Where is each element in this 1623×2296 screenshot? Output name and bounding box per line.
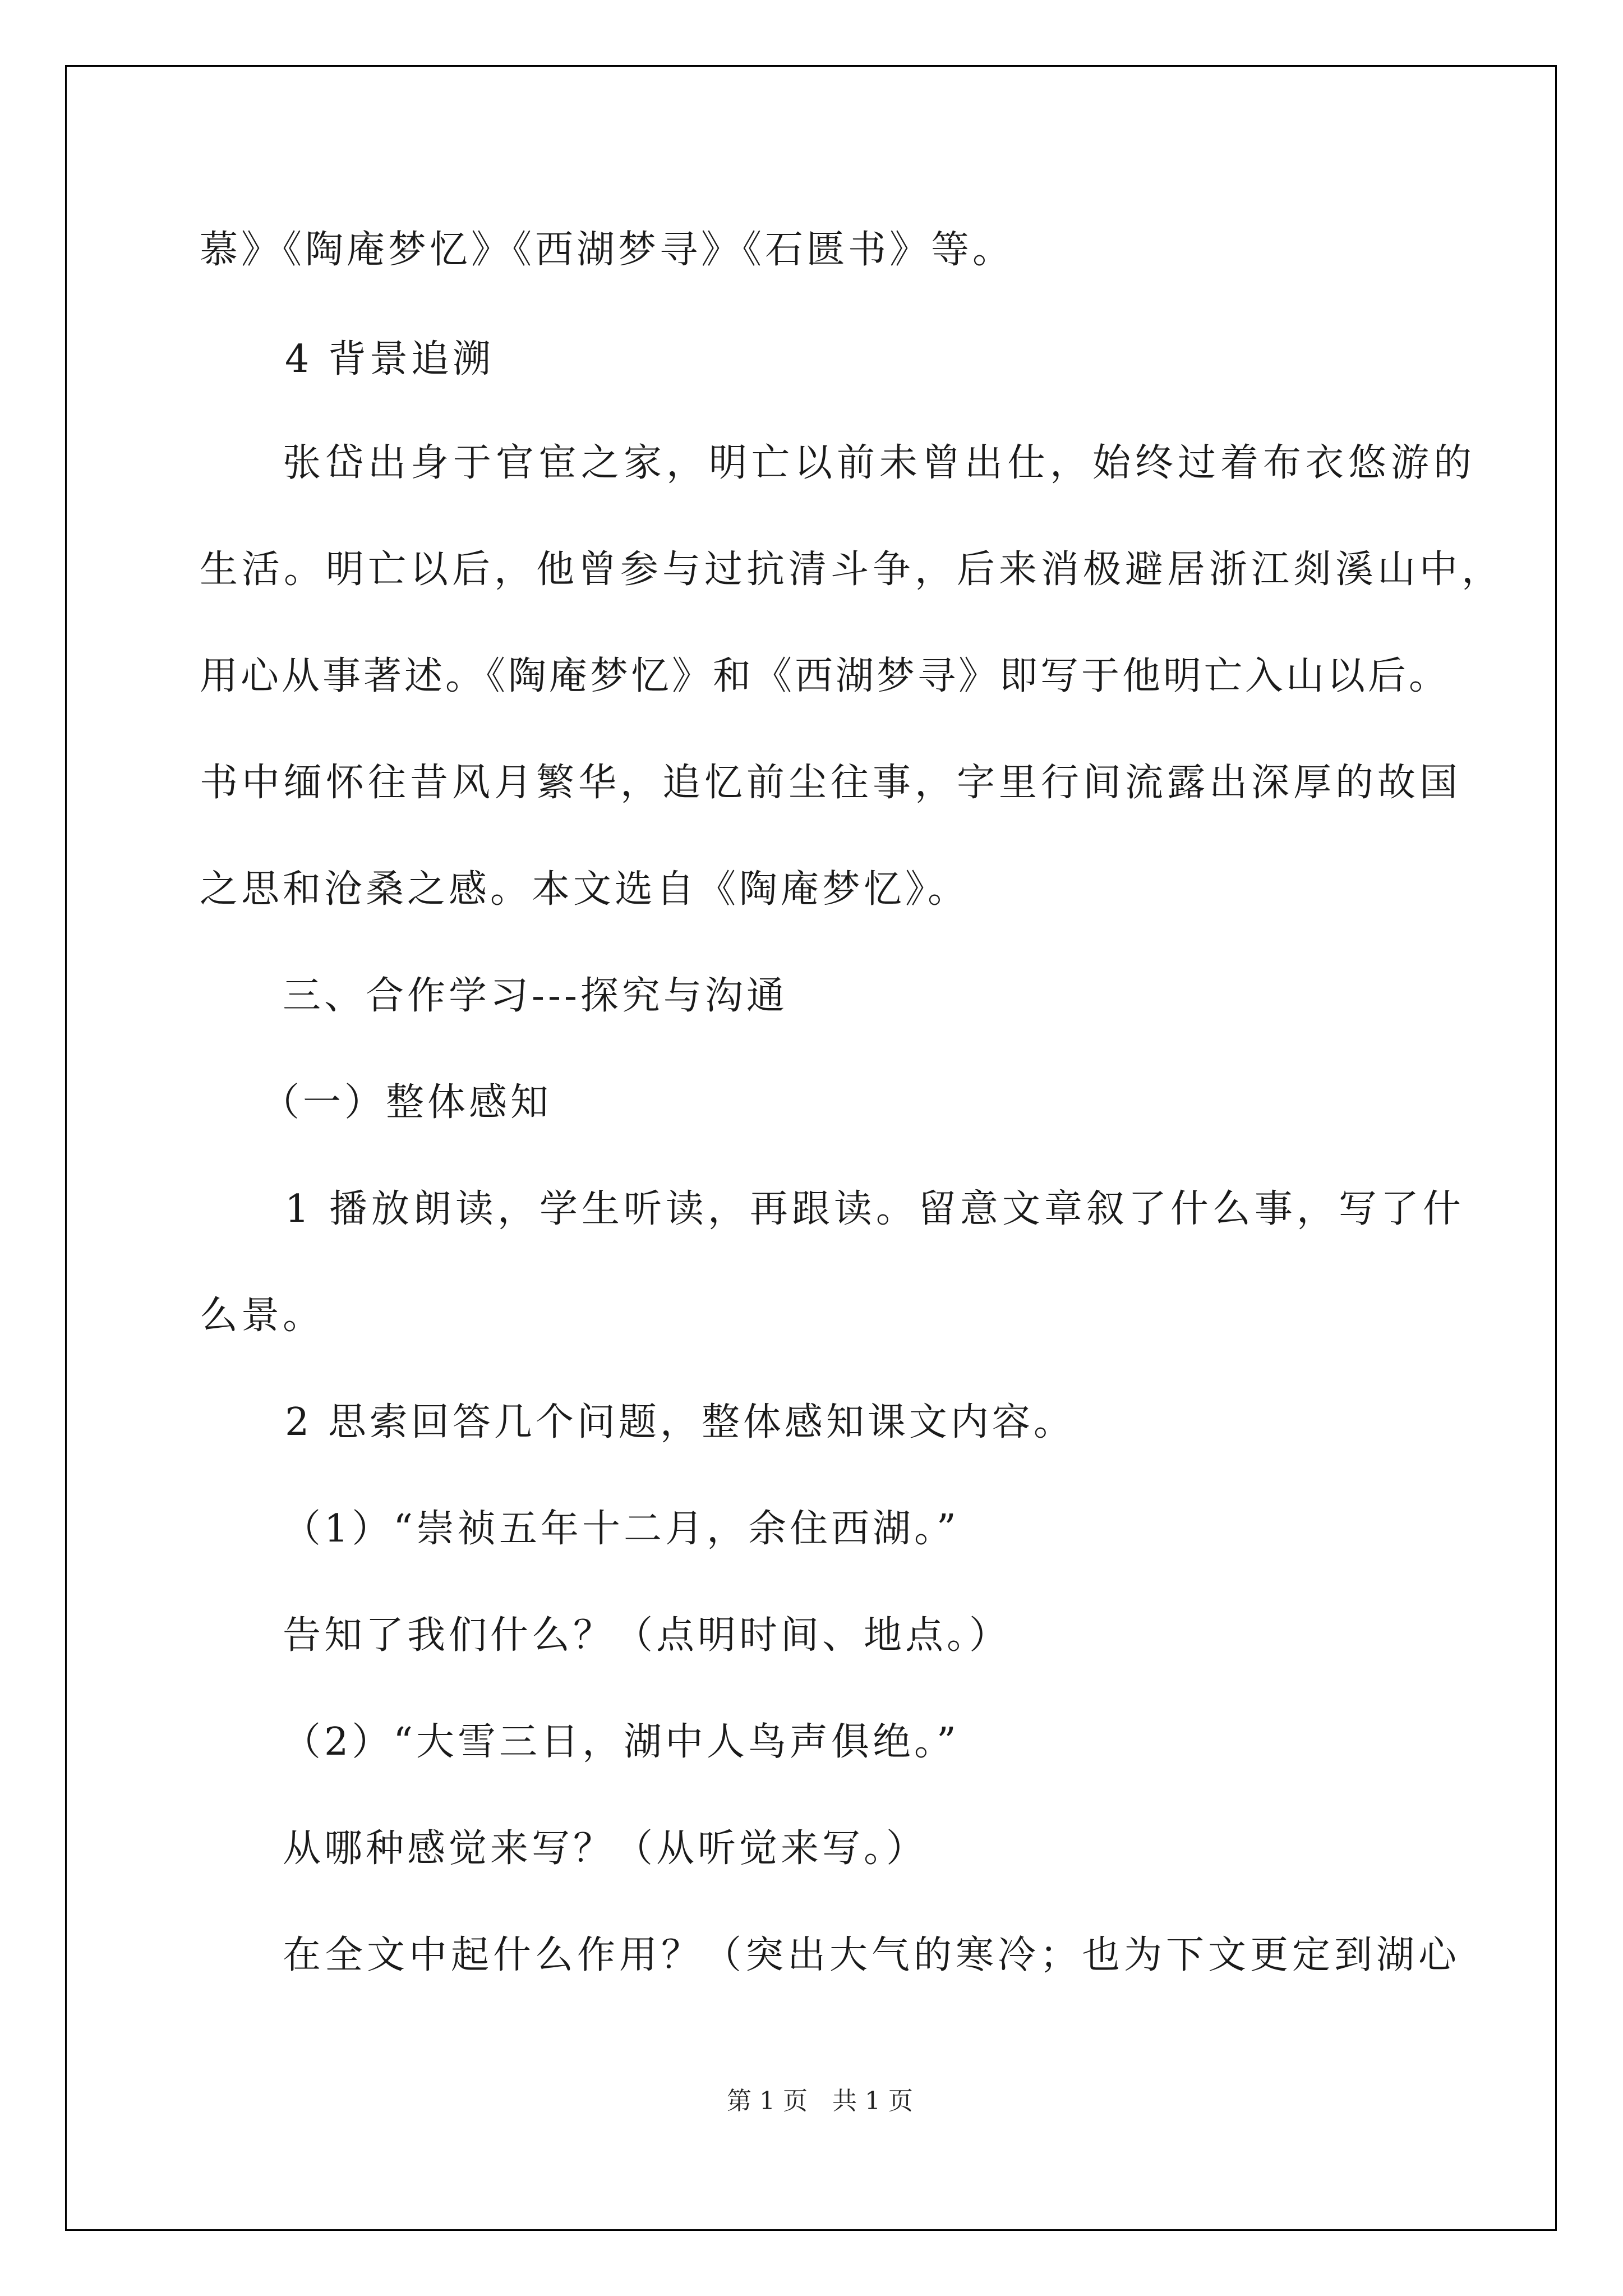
text-line: 么景。	[200, 1294, 325, 1338]
text-line: 1 播放朗读，学生听读，再跟读。留意文章叙了什么事，写了什	[285, 1187, 1465, 1231]
text-line: 生活。明亡以后，他曾参与过抗清斗争，后来消极避居浙江剡溪山中，	[200, 547, 1504, 592]
section-heading: （一）整体感知	[261, 1080, 552, 1125]
section-heading: 三、合作学习---探究与沟通	[283, 974, 788, 1018]
answer-line: 从哪种感觉来写？（从听觉来写。）	[283, 1826, 928, 1871]
page-border	[65, 65, 1557, 2231]
text-line: 2 思索回答几个问题，整体感知课文内容。	[285, 1400, 1075, 1444]
page-footer: 第 1 页 共 1 页	[727, 2087, 913, 2115]
answer-line: 在全文中起什么作用？（突出大气的寒冷；也为下文更定到湖心	[283, 1933, 1461, 1977]
text-line: 用心从事著述。《陶庵梦忆》和《西湖梦寻》即写于他明亡入山以后。	[200, 654, 1450, 698]
question-line: （1）“崇祯五年十二月，余住西湖。”	[283, 1507, 960, 1551]
section-heading: 4 背景追溯	[285, 337, 494, 381]
answer-line: 告知了我们什么？（点明时间、地点。）	[283, 1613, 1011, 1658]
text-line: 书中缅怀往昔风月繁华，追忆前尘往事，字里行间流露出深厚的故国	[200, 761, 1462, 805]
text-line: 张岱出身于官宦之家，明亡以前未曾出仕，始终过着布衣悠游的	[283, 441, 1477, 485]
text-line: 之思和沧桑之感。本文选自《陶庵梦忆》。	[200, 867, 970, 912]
question-line: （2）“大雪三日，湖中人鸟声俱绝。”	[283, 1720, 960, 1764]
text-line: 慕》《陶庵梦忆》《西湖梦寻》《石匮书》等。	[200, 228, 1015, 272]
